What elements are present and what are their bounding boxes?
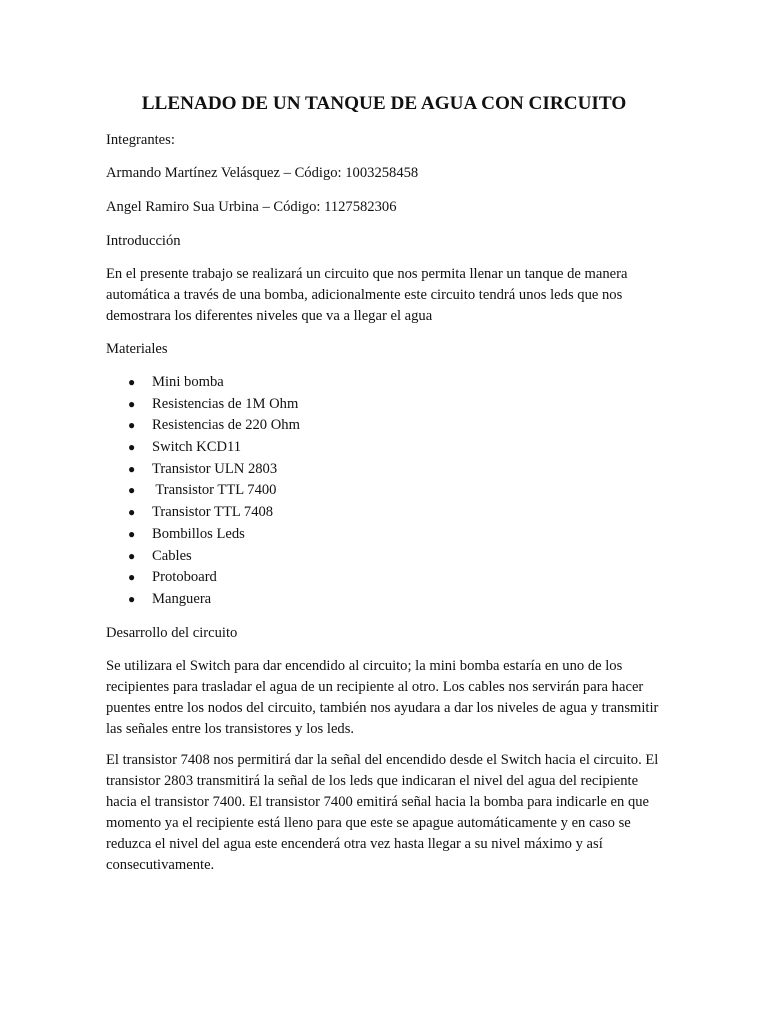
member-2: Angel Ramiro Sua Urbina – Código: 1127582306: [106, 199, 397, 215]
bullet-icon: ●: [128, 526, 136, 541]
materials-heading: Materiales: [106, 341, 168, 357]
list-item-label: Bombillos Leds: [152, 525, 245, 542]
list-item: [106, 372, 666, 394]
development-heading: Desarrollo del circuito: [106, 625, 238, 641]
list-item: [106, 502, 666, 524]
document-title: LLENADO DE UN TANQUE DE AGUA CON CIRCUITO: [141, 93, 627, 114]
list-item: [106, 415, 666, 437]
list-item-label: Transistor TTL 7408: [152, 504, 274, 521]
list-item: [106, 437, 666, 459]
bullet-icon: ●: [128, 461, 136, 476]
list-item: [106, 567, 666, 589]
list-item: [106, 394, 666, 416]
bullet-icon: ●: [128, 418, 136, 433]
bullet-icon: ●: [128, 483, 136, 498]
integrantes-label: Integrantes:: [106, 132, 175, 148]
list-item-label: Transistor ULN 2803: [152, 460, 278, 477]
list-item-label: Cables: [152, 547, 192, 564]
list-item: [106, 480, 666, 502]
list-item-label: Switch KCD11: [152, 439, 242, 456]
list-item-label: Transistor TTL 7400: [152, 482, 277, 499]
development-paragraph-2: El transistor 7408 nos permitirá dar la señal del encendido desde el Switch hacia el circuito. El transistor 2803 transmitirá la señal de los leds que indicaran el nivel del agua del recipiente hacia el transistor 7400. El transistor 7400 emitirá señal hacia la bomba para indicarle en que momento ya el recipiente está lleno para que este se apague automáticamente y en caso se reduzca el nivel del agua este encenderá otra vez hasta llegar a su nivel máximo y así consecutivamente.: [106, 752, 659, 873]
list-item: [106, 546, 666, 568]
materials-list: [106, 372, 666, 611]
list-item: [106, 524, 666, 546]
list-item-label: Resistencias de 1M Ohm: [152, 395, 299, 412]
bullet-icon: ●: [128, 505, 136, 520]
bullet-icon: ●: [128, 396, 136, 411]
list-item-label: Resistencias de 220 Ohm: [152, 417, 300, 434]
intro-heading: Introducción: [106, 233, 181, 249]
bullet-icon: ●: [128, 570, 136, 585]
intro-paragraph: En el presente trabajo se realizará un circuito que nos permita llenar un tanque de manera automática a través de una bomba, adicionalmente este circuito tendrá unos leds que nos demostrara los diferentes niveles que va a llegar el agua: [106, 266, 628, 324]
list-item-label: Protoboard: [152, 569, 217, 586]
list-item-label: Manguera: [152, 590, 212, 607]
bullet-icon: ●: [128, 591, 136, 606]
list-item-label: Mini bomba: [152, 374, 224, 390]
bullet-icon: ●: [128, 440, 136, 455]
list-item: [106, 459, 666, 481]
development-paragraph-1: Se utilizara el Switch para dar encendido al circuito; la mini bomba estaría en uno de los recipientes para trasladar el agua de un recipiente al otro. Los cables nos servirán para hacer puentes entre los nodos del circuito, también nos ayudara a dar los niveles de agua y transmitir las señales entre los transistores y los leds.: [106, 658, 659, 737]
bullet-icon: ●: [128, 548, 136, 563]
list-item: [106, 589, 666, 611]
bullet-icon: ●: [128, 375, 136, 389]
member-1: Armando Martínez Velásquez – Código: 1003258458: [106, 165, 419, 181]
